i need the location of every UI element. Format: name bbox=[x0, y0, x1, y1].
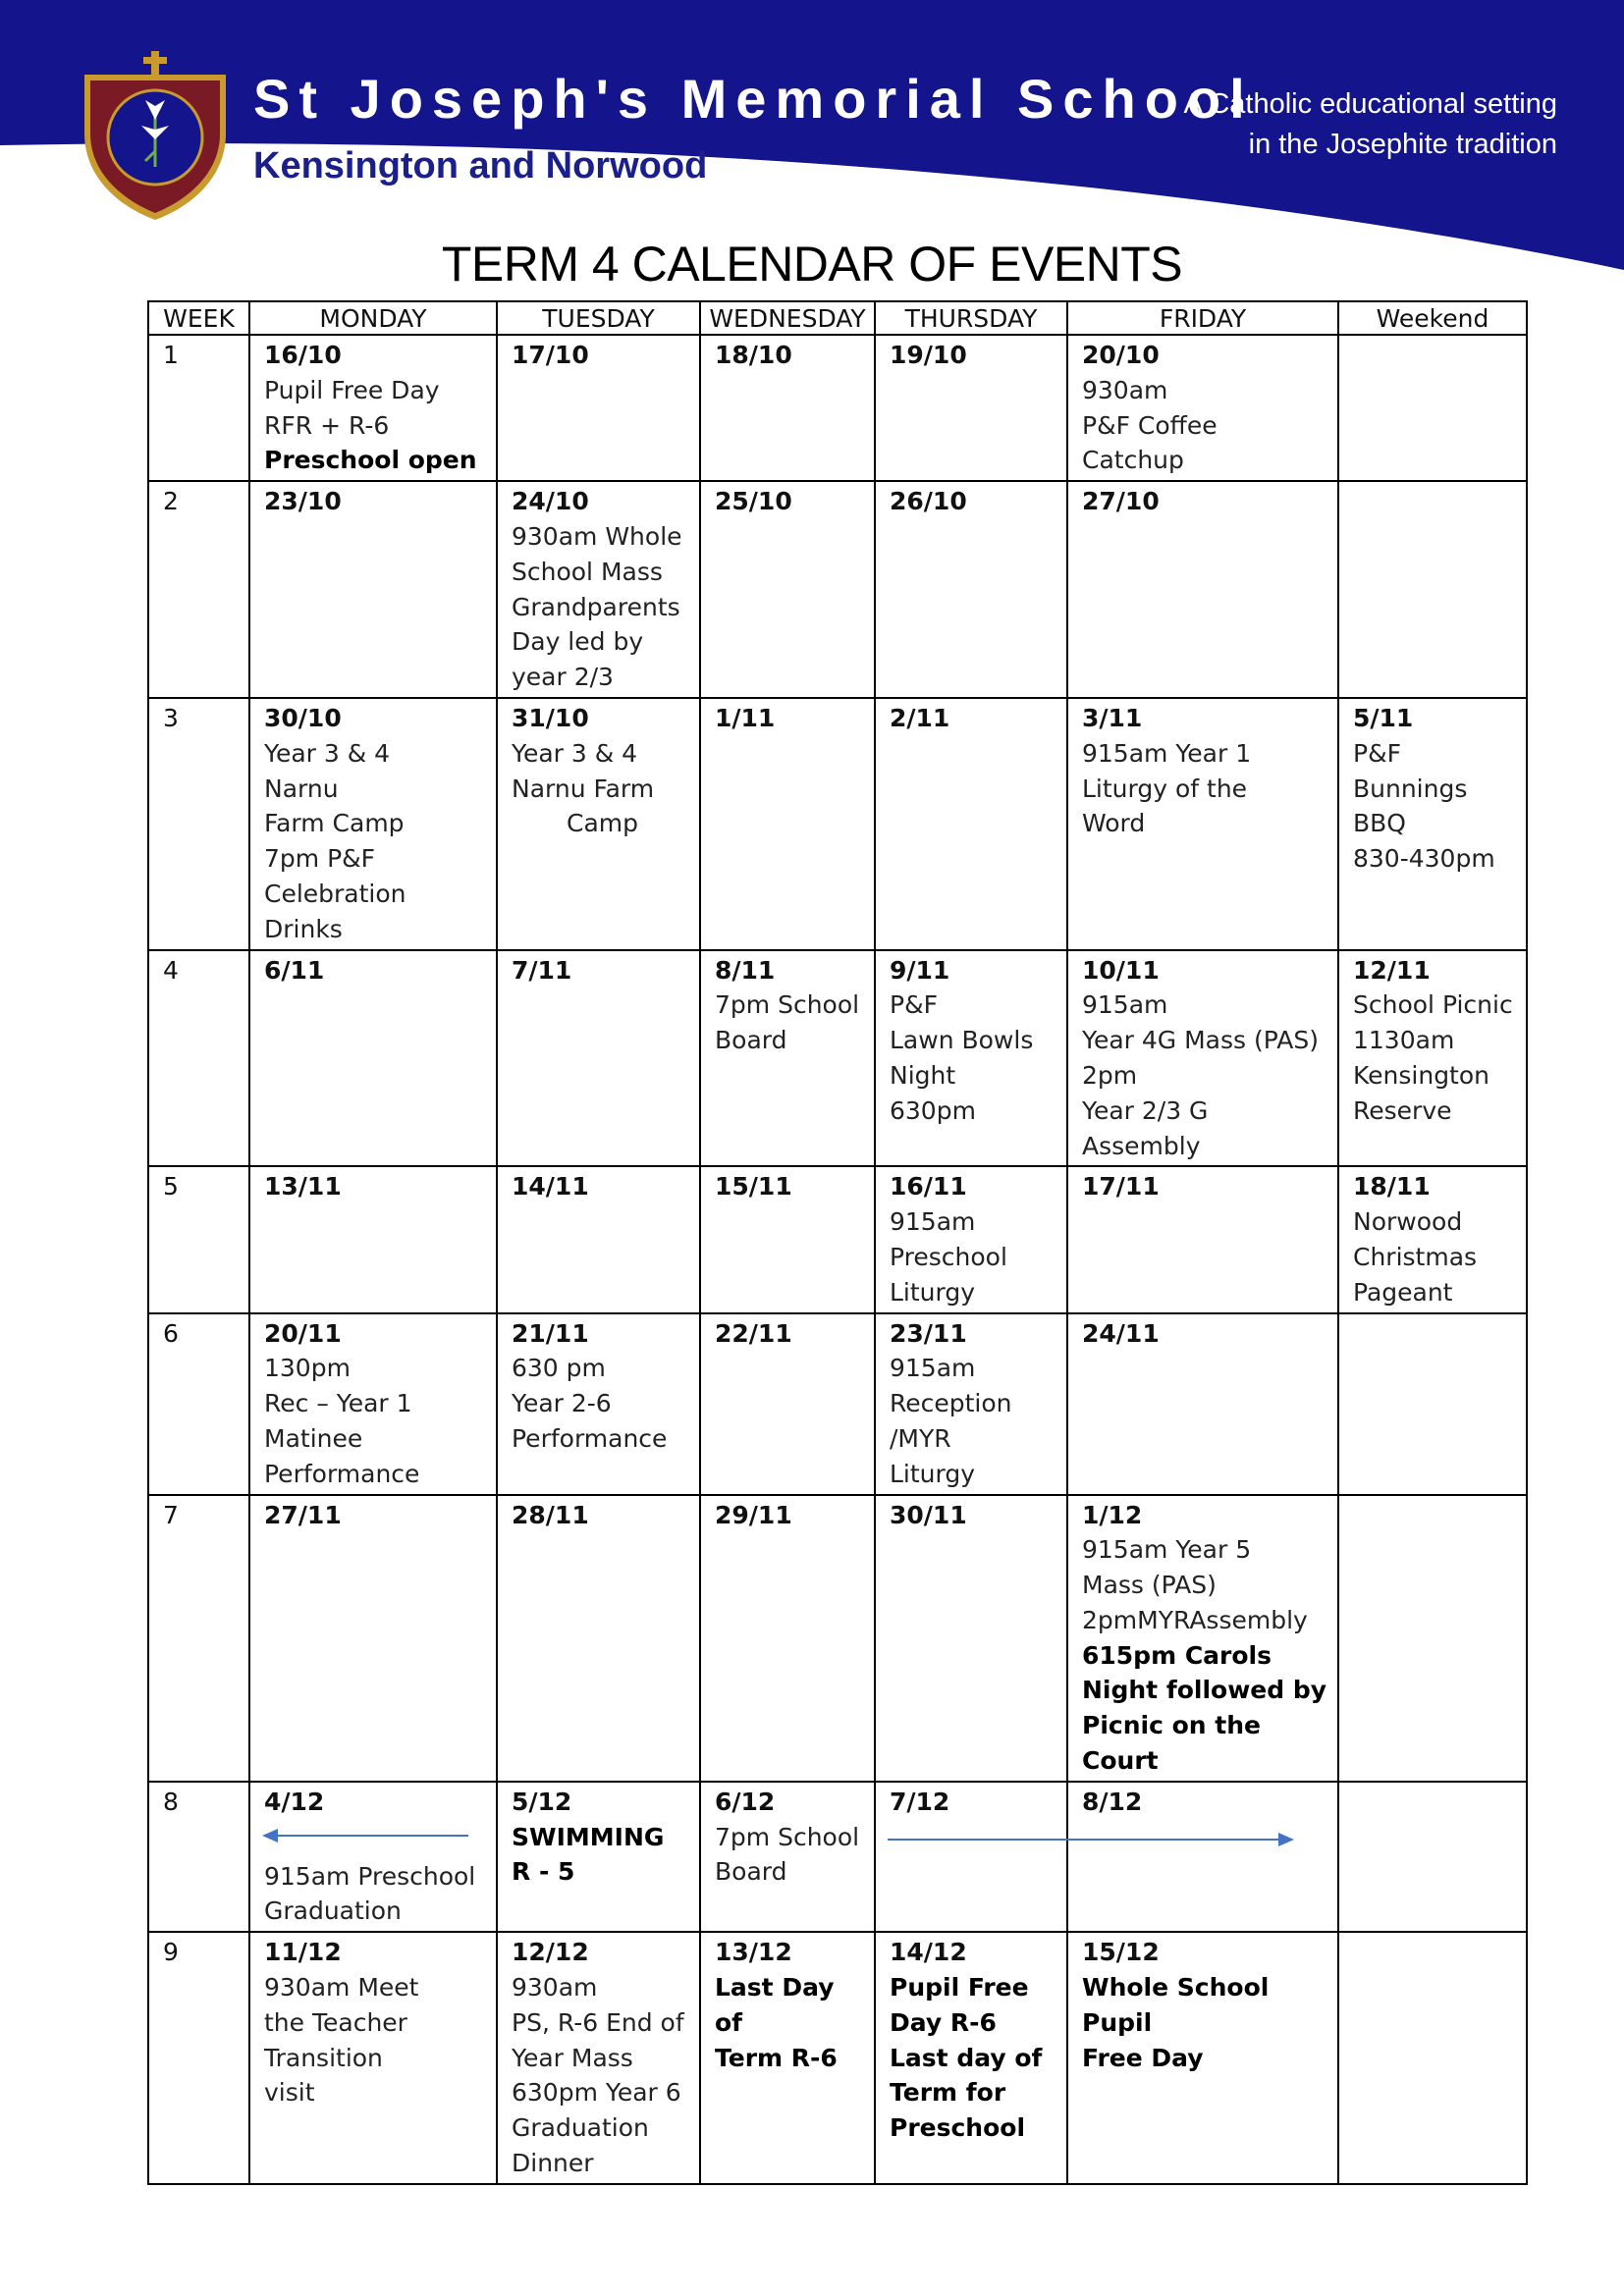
day-date: 23/10 bbox=[264, 487, 342, 516]
day-cell bbox=[875, 1495, 1067, 1782]
school-crest-icon bbox=[77, 51, 234, 223]
week-row bbox=[148, 698, 1527, 950]
day-date: 11/12 bbox=[264, 1938, 342, 1967]
day-cell bbox=[249, 481, 497, 698]
day-date: 23/11 bbox=[890, 1318, 967, 1348]
week-row bbox=[148, 1495, 1527, 1782]
day-date: 13/12 bbox=[715, 1938, 792, 1967]
day-date: 5/12 bbox=[512, 1787, 572, 1816]
event-text: 7pm School Board bbox=[715, 1822, 860, 1887]
day-cell bbox=[497, 950, 700, 1167]
day-date: 25/10 bbox=[715, 487, 792, 516]
day-cell bbox=[875, 1932, 1067, 2184]
day-date: 27/10 bbox=[1082, 487, 1160, 516]
event-text: School Picnic 1130am Kensington Reserve bbox=[1353, 990, 1513, 1125]
day-date: 27/11 bbox=[264, 1500, 342, 1529]
day-date: 29/11 bbox=[715, 1500, 792, 1529]
day-cell bbox=[875, 698, 1067, 950]
day-cell bbox=[497, 1782, 700, 1932]
event-text: 915am Year 4G Mass (PAS) 2pm Year 2/3 G Assembly bbox=[1082, 990, 1319, 1160]
day-cell bbox=[497, 1495, 700, 1782]
event-text: Year 3 & 4 Narnu Farm bbox=[512, 738, 655, 803]
column-header: WEDNESDAY bbox=[700, 301, 875, 335]
day-cell bbox=[1338, 698, 1527, 950]
day-cell bbox=[1067, 481, 1338, 698]
day-date: 7/12 bbox=[890, 1787, 950, 1816]
day-cell bbox=[700, 1932, 875, 2184]
day-date: 22/11 bbox=[715, 1318, 792, 1348]
column-header: THURSDAY bbox=[875, 301, 1067, 335]
event-text: SWIMMING R - 5 bbox=[512, 1822, 665, 1887]
day-cell bbox=[700, 1166, 875, 1312]
day-date: 26/10 bbox=[890, 487, 967, 516]
day-date: 15/12 bbox=[1082, 1938, 1160, 1967]
event-text: 930am Meet the Teacher Transition visit bbox=[264, 1973, 419, 2108]
day-cell bbox=[875, 950, 1067, 1167]
day-cell bbox=[700, 481, 875, 698]
event-text: 915am Reception /MYR Liturgy bbox=[890, 1354, 1012, 1488]
event-text: Whole School Pupil Free Day bbox=[1082, 1973, 1270, 2072]
week-number: 1 bbox=[148, 335, 249, 481]
event-text: 7pm School Board bbox=[715, 990, 860, 1055]
day-cell bbox=[1067, 1313, 1338, 1495]
event-text: Year 3 & 4 Narnu Farm Camp 7pm P&F Celebration Drinks bbox=[264, 738, 406, 943]
day-date: 20/10 bbox=[1082, 341, 1160, 369]
day-date: 21/11 bbox=[512, 1318, 589, 1348]
school-subtitle: Kensington and Norwood bbox=[253, 145, 708, 187]
day-cell bbox=[249, 1166, 497, 1312]
day-cell bbox=[875, 1313, 1067, 1495]
day-date: 14/12 bbox=[890, 1938, 967, 1967]
day-cell bbox=[497, 1932, 700, 2184]
day-cell bbox=[249, 950, 497, 1167]
day-cell bbox=[497, 1313, 700, 1495]
week-row bbox=[148, 335, 1527, 481]
day-cell bbox=[249, 1313, 497, 1495]
day-date: 6/12 bbox=[715, 1787, 776, 1816]
event-text: 915am Preschool Graduation bbox=[264, 1861, 476, 1926]
event-text: Preschool open bbox=[264, 446, 477, 475]
event-text: 615pm Carols Night followed by Picnic on the Court bbox=[1082, 1640, 1327, 1776]
calendar-title: TERM 4 CALENDAR OF EVENTS bbox=[441, 237, 1183, 292]
event-text: 915am Year 1 Liturgy of the Word bbox=[1082, 738, 1252, 838]
day-date: 17/10 bbox=[512, 341, 589, 369]
day-date: 1/11 bbox=[715, 703, 776, 732]
day-date: 1/12 bbox=[1082, 1500, 1143, 1529]
day-cell bbox=[700, 1495, 875, 1782]
day-cell bbox=[700, 698, 875, 950]
week-number: 7 bbox=[148, 1495, 249, 1782]
day-date: 24/11 bbox=[1082, 1318, 1160, 1348]
day-cell bbox=[249, 335, 497, 481]
day-cell bbox=[1338, 950, 1527, 1167]
day-cell bbox=[497, 698, 700, 950]
school-tagline: A Catholic educational setting in the Josephite tradition bbox=[1183, 88, 1557, 160]
day-date: 18/10 bbox=[715, 341, 792, 369]
day-cell bbox=[1338, 1166, 1527, 1312]
day-date: 30/10 bbox=[264, 703, 342, 732]
week-number: 8 bbox=[148, 1782, 249, 1932]
event-text: Camp bbox=[567, 809, 638, 838]
arrow-right-icon bbox=[1082, 1826, 1331, 1845]
day-date: 14/11 bbox=[512, 1172, 589, 1201]
column-header: TUESDAY bbox=[497, 301, 700, 335]
event-text: Pupil Free Day R-6 Last day of Term for Preschool bbox=[890, 1973, 1043, 2143]
day-date: 4/12 bbox=[264, 1787, 325, 1816]
day-cell bbox=[1338, 481, 1527, 698]
week-row bbox=[148, 1782, 1527, 1932]
day-cell bbox=[1338, 1932, 1527, 2184]
day-cell bbox=[1338, 1313, 1527, 1495]
event-text: Last Day of Term R-6 bbox=[715, 1973, 838, 2072]
day-date: 10/11 bbox=[1082, 955, 1160, 985]
column-header: MONDAY bbox=[249, 301, 497, 335]
week-number: 5 bbox=[148, 1166, 249, 1312]
day-cell bbox=[1338, 335, 1527, 481]
calendar-table bbox=[147, 300, 1528, 2185]
day-date: 31/10 bbox=[512, 703, 589, 732]
day-cell bbox=[700, 1782, 875, 1932]
event-text: Norwood Christmas Pageant bbox=[1353, 1207, 1478, 1307]
event-text: 130pm Rec – Year 1 Matinee Performance bbox=[264, 1354, 420, 1488]
week-row bbox=[148, 481, 1527, 698]
day-cell bbox=[497, 335, 700, 481]
day-date: 13/11 bbox=[264, 1172, 342, 1201]
header-row bbox=[148, 301, 1527, 335]
event-text: 930am Whole School Mass Grandparents Day led by year 2/3 bbox=[512, 521, 682, 692]
day-cell bbox=[700, 1313, 875, 1495]
day-cell bbox=[1067, 1782, 1338, 1932]
day-date: 12/12 bbox=[512, 1938, 589, 1967]
day-date: 20/11 bbox=[264, 1318, 342, 1348]
day-date: 9/11 bbox=[890, 955, 950, 985]
day-date: 8/12 bbox=[1082, 1787, 1143, 1816]
week-row bbox=[148, 950, 1527, 1167]
day-cell bbox=[1067, 1166, 1338, 1312]
week-number: 4 bbox=[148, 950, 249, 1167]
day-cell bbox=[249, 1782, 497, 1932]
day-cell bbox=[249, 698, 497, 950]
arrow-left-icon bbox=[264, 1826, 490, 1845]
day-cell bbox=[700, 950, 875, 1167]
day-date: 18/11 bbox=[1353, 1172, 1431, 1201]
day-cell bbox=[497, 481, 700, 698]
day-cell bbox=[1067, 1932, 1338, 2184]
day-cell bbox=[1067, 698, 1338, 950]
day-date: 3/11 bbox=[1082, 703, 1143, 732]
day-date: 2/11 bbox=[890, 703, 950, 732]
day-date: 17/11 bbox=[1082, 1172, 1160, 1201]
column-header: Weekend bbox=[1338, 301, 1527, 335]
day-cell bbox=[249, 1495, 497, 1782]
week-number: 6 bbox=[148, 1313, 249, 1495]
day-cell bbox=[1067, 1495, 1338, 1782]
day-cell bbox=[875, 481, 1067, 698]
week-row bbox=[148, 1166, 1527, 1312]
day-cell bbox=[875, 1166, 1067, 1312]
day-cell bbox=[1338, 1495, 1527, 1782]
event-text: 930am PS, R-6 End of Year Mass 630pm Year 6 Graduation Dinner bbox=[512, 1973, 684, 2178]
day-date: 12/11 bbox=[1353, 955, 1431, 985]
event-text: 630 pm Year 2-6 Performance bbox=[512, 1354, 668, 1453]
event-text: 915am Preschool Liturgy bbox=[890, 1207, 1007, 1307]
day-cell bbox=[249, 1932, 497, 2184]
day-cell bbox=[1338, 1782, 1527, 1932]
school-name: St Joseph's Memorial School bbox=[253, 68, 1254, 130]
event-text: 930am P&F Coffee Catchup bbox=[1082, 375, 1218, 475]
day-date: 6/11 bbox=[264, 955, 325, 985]
day-date: 16/11 bbox=[890, 1172, 967, 1201]
day-date: 28/11 bbox=[512, 1500, 589, 1529]
event-text: 915am Year 5 Mass (PAS) 2pmMYRAssembly bbox=[1082, 1535, 1308, 1634]
day-date: 5/11 bbox=[1353, 703, 1414, 732]
day-cell bbox=[700, 335, 875, 481]
day-date: 24/10 bbox=[512, 487, 589, 516]
day-cell bbox=[875, 335, 1067, 481]
week-number: 3 bbox=[148, 698, 249, 950]
day-cell bbox=[497, 1166, 700, 1312]
day-cell bbox=[875, 1782, 1067, 1932]
column-header: WEEK bbox=[148, 301, 249, 335]
day-date: 16/10 bbox=[264, 341, 342, 369]
column-header: FRIDAY bbox=[1067, 301, 1338, 335]
day-date: 8/11 bbox=[715, 955, 776, 985]
week-number: 2 bbox=[148, 481, 249, 698]
day-cell bbox=[1067, 950, 1338, 1167]
event-text: P&F Lawn Bowls Night 630pm bbox=[890, 990, 1034, 1125]
day-date: 15/11 bbox=[715, 1172, 792, 1201]
week-row bbox=[148, 1932, 1527, 2184]
day-date: 30/11 bbox=[890, 1500, 967, 1529]
event-text: P&F Bunnings BBQ 830-430pm bbox=[1353, 738, 1495, 874]
day-date: 7/11 bbox=[512, 955, 572, 985]
day-date: 19/10 bbox=[890, 341, 967, 369]
event-text: Pupil Free Day RFR + R-6 bbox=[264, 375, 440, 440]
week-number: 9 bbox=[148, 1932, 249, 2184]
week-row bbox=[148, 1313, 1527, 1495]
arrow-line-icon bbox=[890, 1826, 1060, 1845]
day-cell bbox=[1067, 335, 1338, 481]
